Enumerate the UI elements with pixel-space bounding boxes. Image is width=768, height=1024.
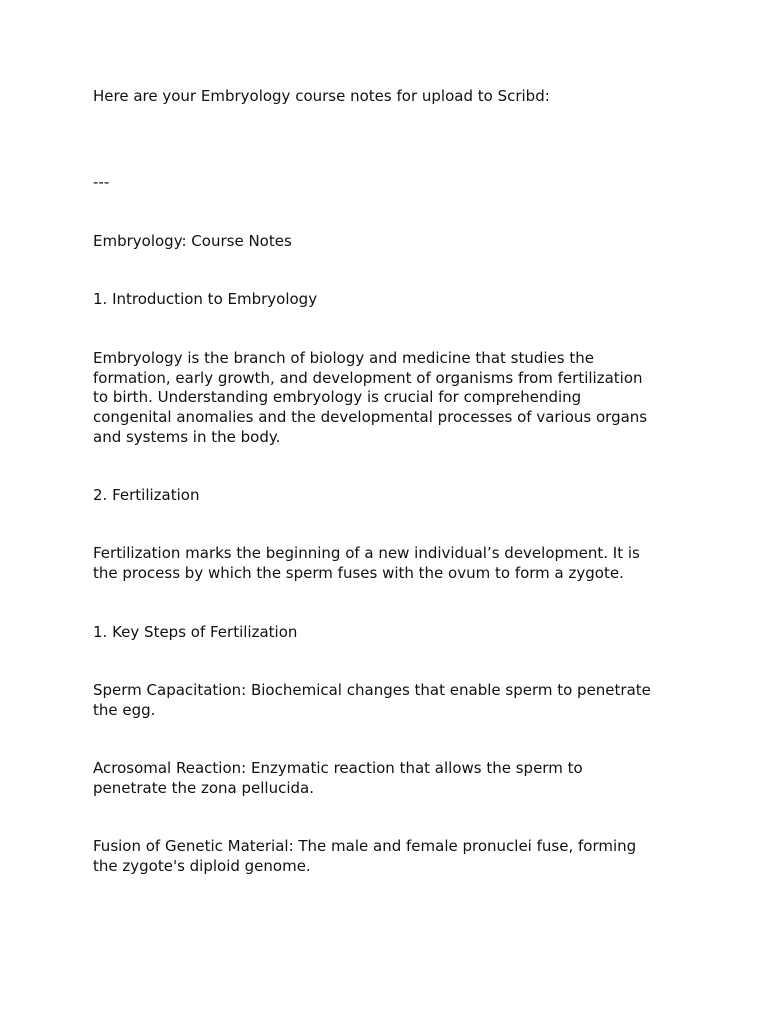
paragraph-line: Fertilization marks the beginning of a new individual’s development. It is — [93, 544, 640, 562]
document-title: Embryology: Course Notes — [93, 232, 292, 250]
paragraph-line: the process by which the sperm fuses with the ovum to form a zygote. — [93, 563, 624, 582]
step-acrosomal-reaction-cont: penetrate the zona pellucida. — [93, 778, 314, 797]
section-heading-fertilization: 2. Fertilization — [93, 486, 200, 504]
intro-text: Here are your Embryology course notes for upload to Scribd: — [93, 87, 550, 105]
paragraph-line: to birth. Understanding embryology is crucial for comprehending — [93, 388, 582, 407]
step-sperm-capacitation: Sperm Capacitation: Biochemical changes that enable sperm to penetrate — [93, 681, 651, 699]
paragraph-line: formation, early growth, and development of organisms from fertilization — [93, 368, 643, 387]
paragraph-line: congenital anomalies and the developmental processes of various organs — [93, 408, 648, 427]
step-acrosomal-reaction: Acrosomal Reaction: Enzymatic reaction that allows the sperm to — [93, 759, 583, 777]
paragraph-line: and systems in the body. — [93, 427, 281, 446]
step-fusion-genetic-material: Fusion of Genetic Material: The male and female pronuclei fuse, forming — [93, 837, 637, 855]
paragraph-line: Embryology is the branch of biology and medicine that studies the — [93, 349, 594, 367]
subsection-heading-key-steps: 1. Key Steps of Fertilization — [93, 623, 298, 641]
section-heading-introduction: 1. Introduction to Embryology — [93, 290, 318, 308]
step-fusion-genetic-material-cont: the zygote's diploid genome. — [93, 856, 311, 875]
step-sperm-capacitation-cont: the egg. — [93, 700, 156, 719]
section-divider: --- — [93, 173, 110, 191]
